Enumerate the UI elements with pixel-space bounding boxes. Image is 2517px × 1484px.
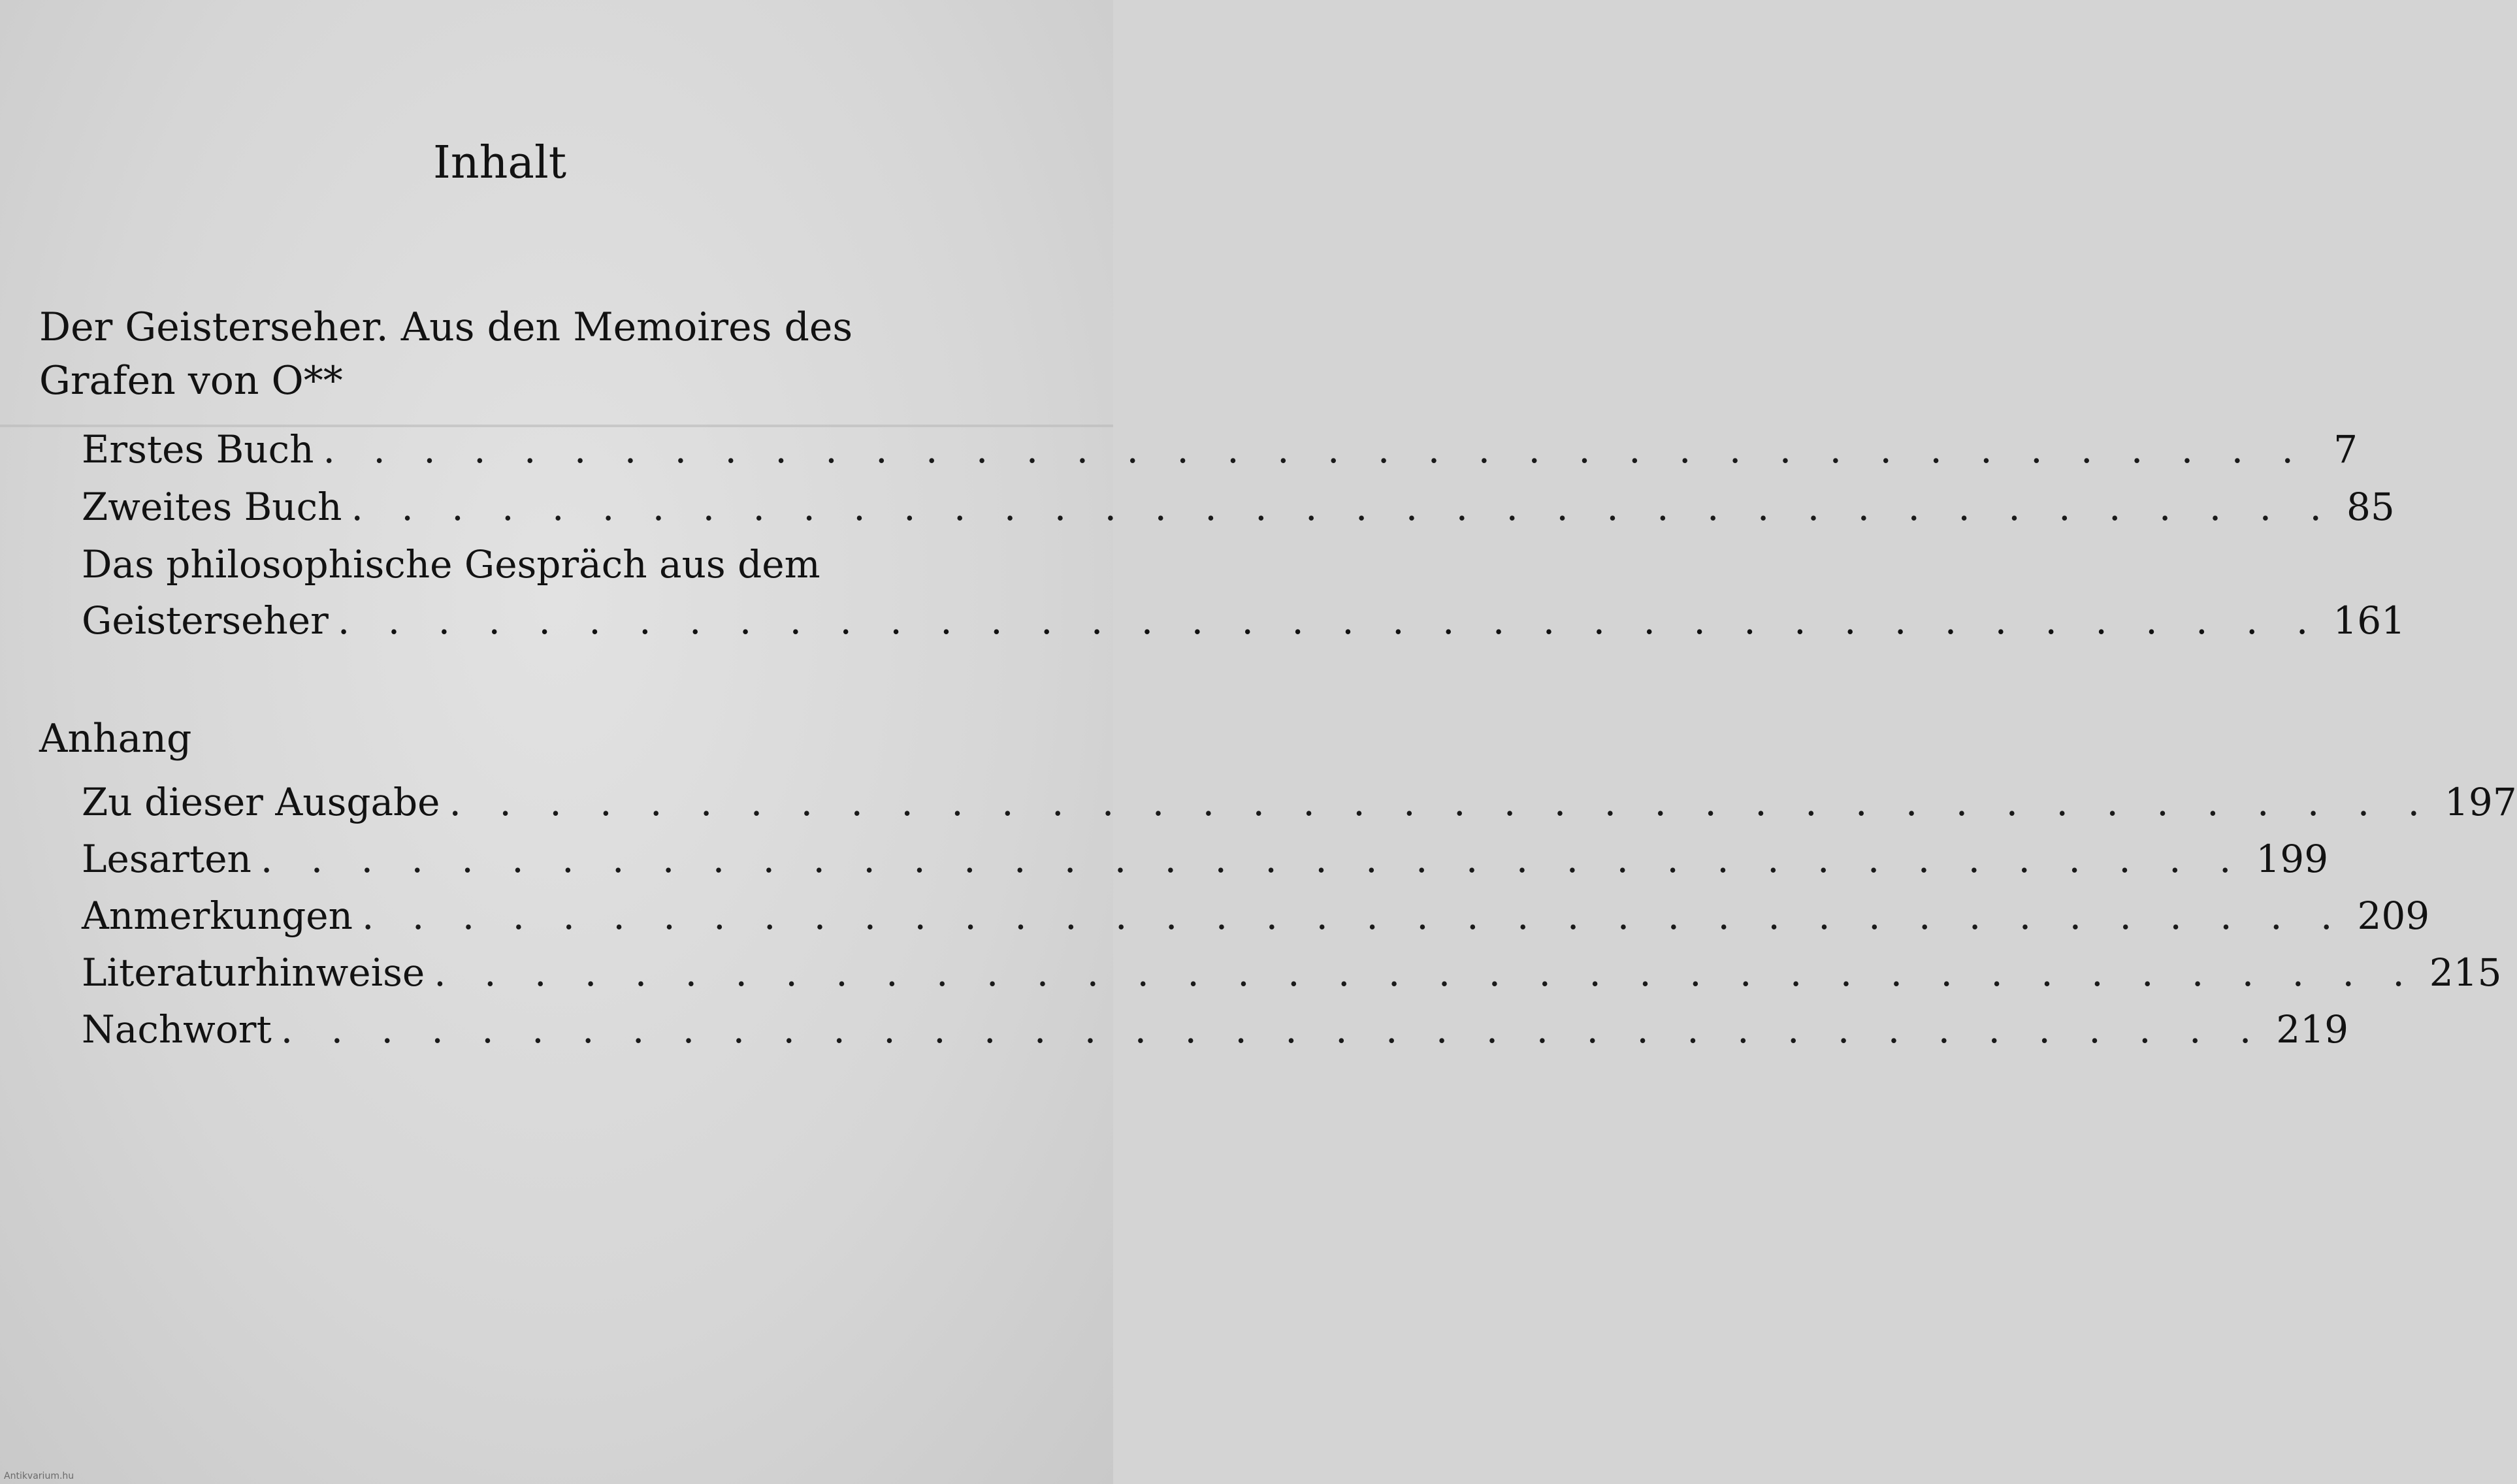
toc-entry-title: Literaturhinweise bbox=[82, 950, 425, 995]
leader-dots: . . . . . . . . . . . . . . . . . . . . . . . . . . . . . . . . . . . . . . . . bbox=[260, 837, 2245, 881]
toc-page-number: 219 bbox=[2276, 1007, 2348, 1052]
toc-page-number: 209 bbox=[2357, 894, 2430, 938]
leader-dots: . . . . . . . . . . . . . . . . . . . . . . . . . . . . . . . . . . . . . . . . bbox=[351, 485, 2335, 529]
toc-entry-title: Lesarten bbox=[82, 837, 252, 881]
toc-page-number: 161 bbox=[2333, 598, 2406, 643]
toc-page-number: 215 bbox=[2429, 950, 2502, 995]
leader-dots: . . . . . . . . . . . . . . . . . . . . . . . . . . . . . . . . . . . . . . . . bbox=[337, 598, 2322, 643]
toc-entry-philosophische-gespraech bbox=[82, 536, 2406, 649]
toc-entry-title-line1: Das philosophische Gespräch aus dem bbox=[82, 542, 820, 587]
toc-entry-zu-dieser-ausgabe bbox=[82, 774, 2517, 830]
toc-entry-lesarten bbox=[82, 831, 2329, 887]
page-title: Inhalt bbox=[432, 137, 567, 189]
toc-entry-title: Zweites Buch bbox=[82, 485, 342, 529]
leader-dots: . . . . . . . . . . . . . . . . . . . . . . . . . . . . . . . . . . . . . . . . bbox=[434, 950, 2418, 995]
watermark: Antikvarium.hu bbox=[4, 1471, 74, 1481]
toc-entry-title: Zu dieser Ausgabe bbox=[82, 780, 440, 824]
toc-page-number: 197 bbox=[2444, 780, 2517, 824]
section-heading-anhang: Anhang bbox=[39, 716, 192, 762]
leader-dots: . . . . . . . . . . . . . . . . . . . . . . . . . . . . . . . . . . . . . . . . bbox=[280, 1007, 2265, 1052]
toc-page-number: 199 bbox=[2256, 837, 2329, 881]
toc-entry-title: Erstes Buch bbox=[82, 427, 314, 472]
toc-entry-title-line2: Geisterseher bbox=[82, 598, 329, 643]
leader-dots: . . . . . . . . . . . . . . . . . . . . . . . . . . . . . . . . . . . . . . . . bbox=[449, 780, 2433, 824]
toc-entry-zweites-buch bbox=[82, 479, 2395, 535]
toc-entry-literaturhinweise bbox=[82, 944, 2502, 1001]
toc-entry-nachwort bbox=[82, 1001, 2348, 1057]
toc-page-number: 7 bbox=[2333, 427, 2358, 472]
toc-entry-title: Nachwort bbox=[82, 1007, 272, 1052]
toc-entry-anmerkungen bbox=[82, 888, 2430, 944]
leader-dots: . . . . . . . . . . . . . . . . . . . . . . . . . . . . . . . . . . . . . . . . bbox=[361, 894, 2346, 938]
leader-dots: . . . . . . . . . . . . . . . . . . . . . . . . . . . . . . . . . . . . . . . . bbox=[323, 427, 2307, 472]
section-heading-geisterseher: Der Geisterseher. Aus den Memoires des Grafen von O** bbox=[39, 304, 853, 404]
toc-entry-last-line bbox=[82, 592, 2406, 649]
toc-entry-erstes-buch bbox=[82, 421, 2358, 477]
toc-entry-title: Anmerkungen bbox=[82, 894, 353, 938]
toc-page-number: 85 bbox=[2346, 485, 2395, 529]
